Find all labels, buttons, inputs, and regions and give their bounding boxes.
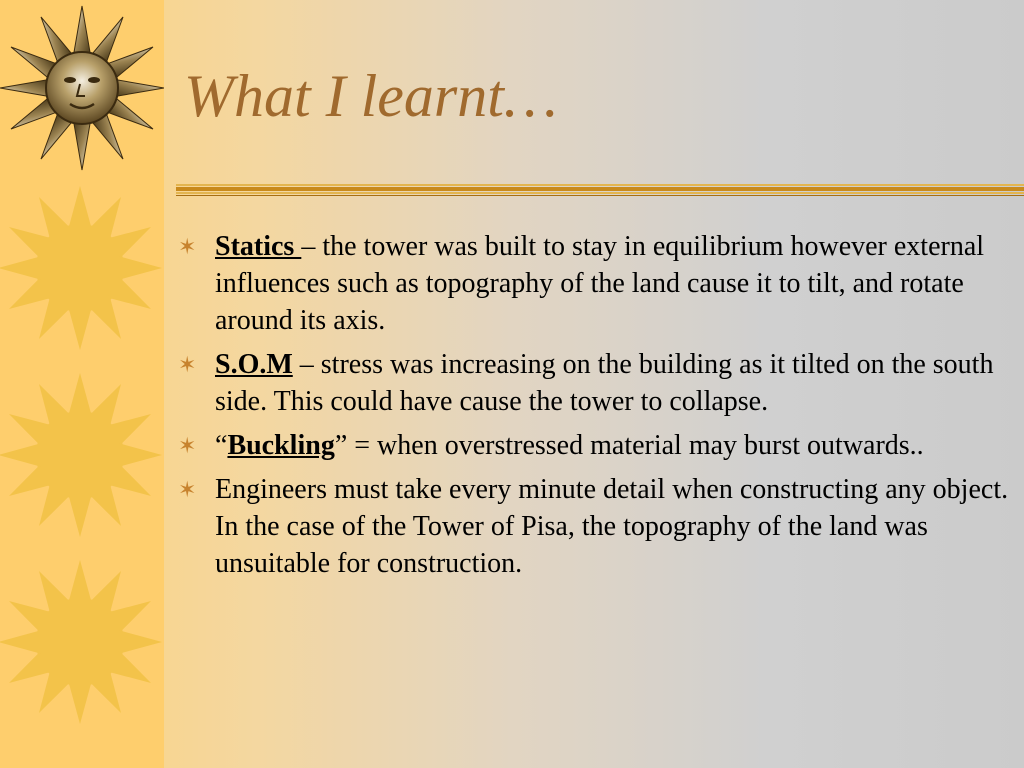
bullet-buckling — [178, 427, 1014, 464]
bullet-text: – the tower was built to stay in equilibrium however external influences such as topography of the land cause it to tilt, and rotate around its axis. — [215, 231, 985, 336]
star-bullet-icon: ✶ — [178, 477, 197, 502]
yellow-sun-icon — [0, 560, 162, 724]
star-bullet-icon: ✶ — [178, 352, 197, 377]
title-divider — [176, 178, 1024, 202]
yellow-sun-icon — [0, 186, 162, 350]
sun-sidebar — [0, 0, 164, 768]
bullet-text: – stress was increasing on the building as it tilted on the south side. This could have cause the tower to collapse. — [215, 349, 994, 417]
bullet-term: Statics — [215, 231, 302, 262]
bullet-text: Engineers must take every minute detail when constructing any object. In the case of the Tower of Pisa, the topography of the land was unsuitable for construction. — [215, 474, 1009, 579]
bullet-term: Buckling — [227, 430, 335, 461]
slide-title: What I learnt… — [184, 63, 558, 129]
bullet-som — [178, 346, 1014, 420]
sun-decorations — [0, 0, 164, 768]
bullet-list — [178, 228, 1014, 589]
bullet-prefix: “ — [215, 430, 228, 461]
star-bullet-icon: ✶ — [178, 433, 197, 458]
bullet-text: = when overstressed material may burst outwards.. — [347, 430, 924, 461]
bullet-engineers — [178, 471, 1014, 582]
golden-sun-face-icon — [0, 6, 164, 170]
bullet-term-suffix: ” — [334, 430, 348, 461]
bullet-term: S.O.M — [215, 349, 293, 380]
star-bullet-icon: ✶ — [178, 234, 197, 259]
bullet-statics — [178, 228, 1014, 339]
yellow-sun-icon — [0, 373, 162, 537]
